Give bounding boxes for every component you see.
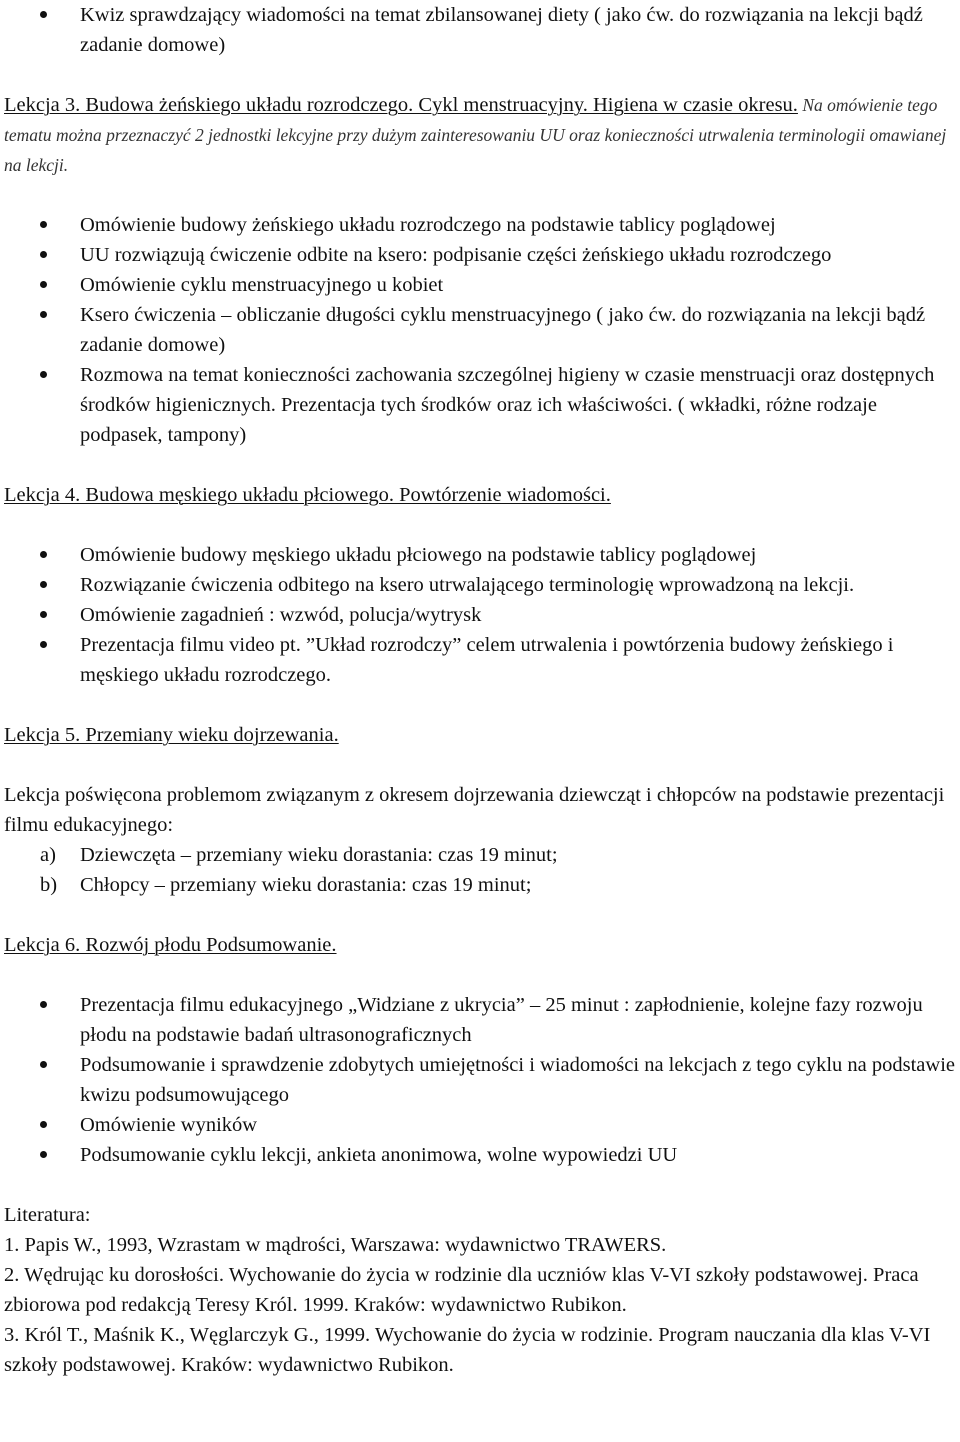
lesson4-title: Lekcja 4. Budowa męskiego układu płciowego. Powtórzenie wiadomości. [4,484,611,506]
lesson3-title: Lekcja 3. Budowa żeńskiego układu rozrodczego. Cykl menstruacyjny. Higiena w czasie okresu. [4,94,798,116]
bullet-item: Omówienie budowy męskiego układu płciowego na podstawie tablicy poglądowej [4,540,956,570]
lesson5-title: Lekcja 5. Przemiany wieku dojrzewania. [4,724,339,746]
bullet-item: Kwiz sprawdzający wiadomości na temat zbilansowanej diety ( jako ćw. do rozwiązania na lekcji bądź zadanie domowe) [4,0,956,60]
bullet-item: Omówienie cyklu menstruacyjnego u kobiet [4,270,956,300]
lettered-item [4,840,956,870]
literature-item: 1. Papis W., 1993, Wzrastam w mądrości, Warszawa: wydawnictwo TRAWERS. [4,1234,667,1256]
lesson3-heading [4,90,956,180]
literature-item: 3. Król T., Maśnik K., Węglarczyk G., 1999. Wychowanie do życia w rodzinie. Program nauczania dla klas V-VI szkoły podstawowej. Kraków: wydawnictwo Rubikon. [4,1324,931,1376]
lesson5-lettered-list [4,840,956,900]
bullet-item: Rozmowa na temat konieczności zachowania szczególnej higieny w czasie menstruacji oraz dostępnych środków higienicznych. Prezentacja tych środków oraz ich właściwości. ( wkładki, różne rodzaje podpasek, tampony) [4,360,956,450]
item-marker: b) [40,874,58,896]
literature-item: 2. Wędrując ku dorosłości. Wychowanie do życia w rodzinie dla uczniów klas V-VI szkoły podstawowej. Praca zbiorowa pod redakcją Teresy Król. 1999. Kraków: wydawnictwo Rubikon. [4,1264,919,1316]
lesson6-title: Lekcja 6. Rozwój płodu Podsumowanie. [4,934,337,956]
item-marker: a) [40,844,56,866]
intro-bullet-list [4,0,956,60]
bullet-item: Omówienie budowy żeńskiego układu rozrodczego na podstawie tablicy poglądowej [4,210,956,240]
bullet-item: Ksero ćwiczenia – obliczanie długości cyklu menstruacyjnego ( jako ćw. do rozwiązania na lekcji bądź zadanie domowe) [4,300,956,360]
literature-heading: Literatura: [4,1204,91,1226]
bullet-item: UU rozwiązują ćwiczenie odbite na ksero: podpisanie części żeńskiego układu rozrodczego [4,240,956,270]
item-text: Chłopcy – przemiany wieku dorastania: czas 19 minut; [80,874,532,896]
bullet-item: Omówienie zagadnień : wzwód, polucja/wytrysk [4,600,956,630]
lettered-item [4,870,956,900]
bullet-item: Prezentacja filmu video pt. ”Układ rozrodczy” celem utrwalenia i powtórzenia budowy żeńskiego i męskiego układu rozrodczego. [4,630,956,690]
lesson4-heading [4,480,956,510]
bullet-item: Rozwiązanie ćwiczenia odbitego na ksero utrwalającego terminologię wprowadzoną na lekcji. [4,570,956,600]
lesson6-heading [4,930,956,960]
lesson4-bullet-list [4,540,956,690]
lesson5-paragraph: Lekcja poświęcona problemom związanym z okresem dojrzewania dziewcząt i chłopców na podstawie prezentacji filmu edukacyjnego: [4,784,945,836]
bullet-item: Podsumowanie cyklu lekcji, ankieta anonimowa, wolne wypowiedzi UU [4,1140,956,1170]
bullet-item: Omówienie wyników [4,1110,956,1140]
bullet-item: Podsumowanie i sprawdzenie zdobytych umiejętności i wiadomości na lekcjach z tego cyklu na podstawie kwizu podsumowującego [4,1050,956,1110]
lesson3-note: Na omówienie tego tematu można przeznaczyć 2 jednostki lekcyjne przy dużym zainteresowaniu UU oraz konieczności utrwalenia terminologii omawianej na lekcji. [4,95,947,175]
lesson5-heading [4,720,956,750]
lesson6-bullet-list [4,990,956,1170]
document-page [4,0,956,1380]
lesson3-bullet-list [4,210,956,450]
bullet-item: Prezentacja filmu edukacyjnego „Widziane z ukrycia” – 25 minut : zapłodnienie, kolejne fazy rozwoju płodu na podstawie badań ultrasonograficznych [4,990,956,1050]
item-text: Dziewczęta – przemiany wieku dorastania: czas 19 minut; [80,844,558,866]
